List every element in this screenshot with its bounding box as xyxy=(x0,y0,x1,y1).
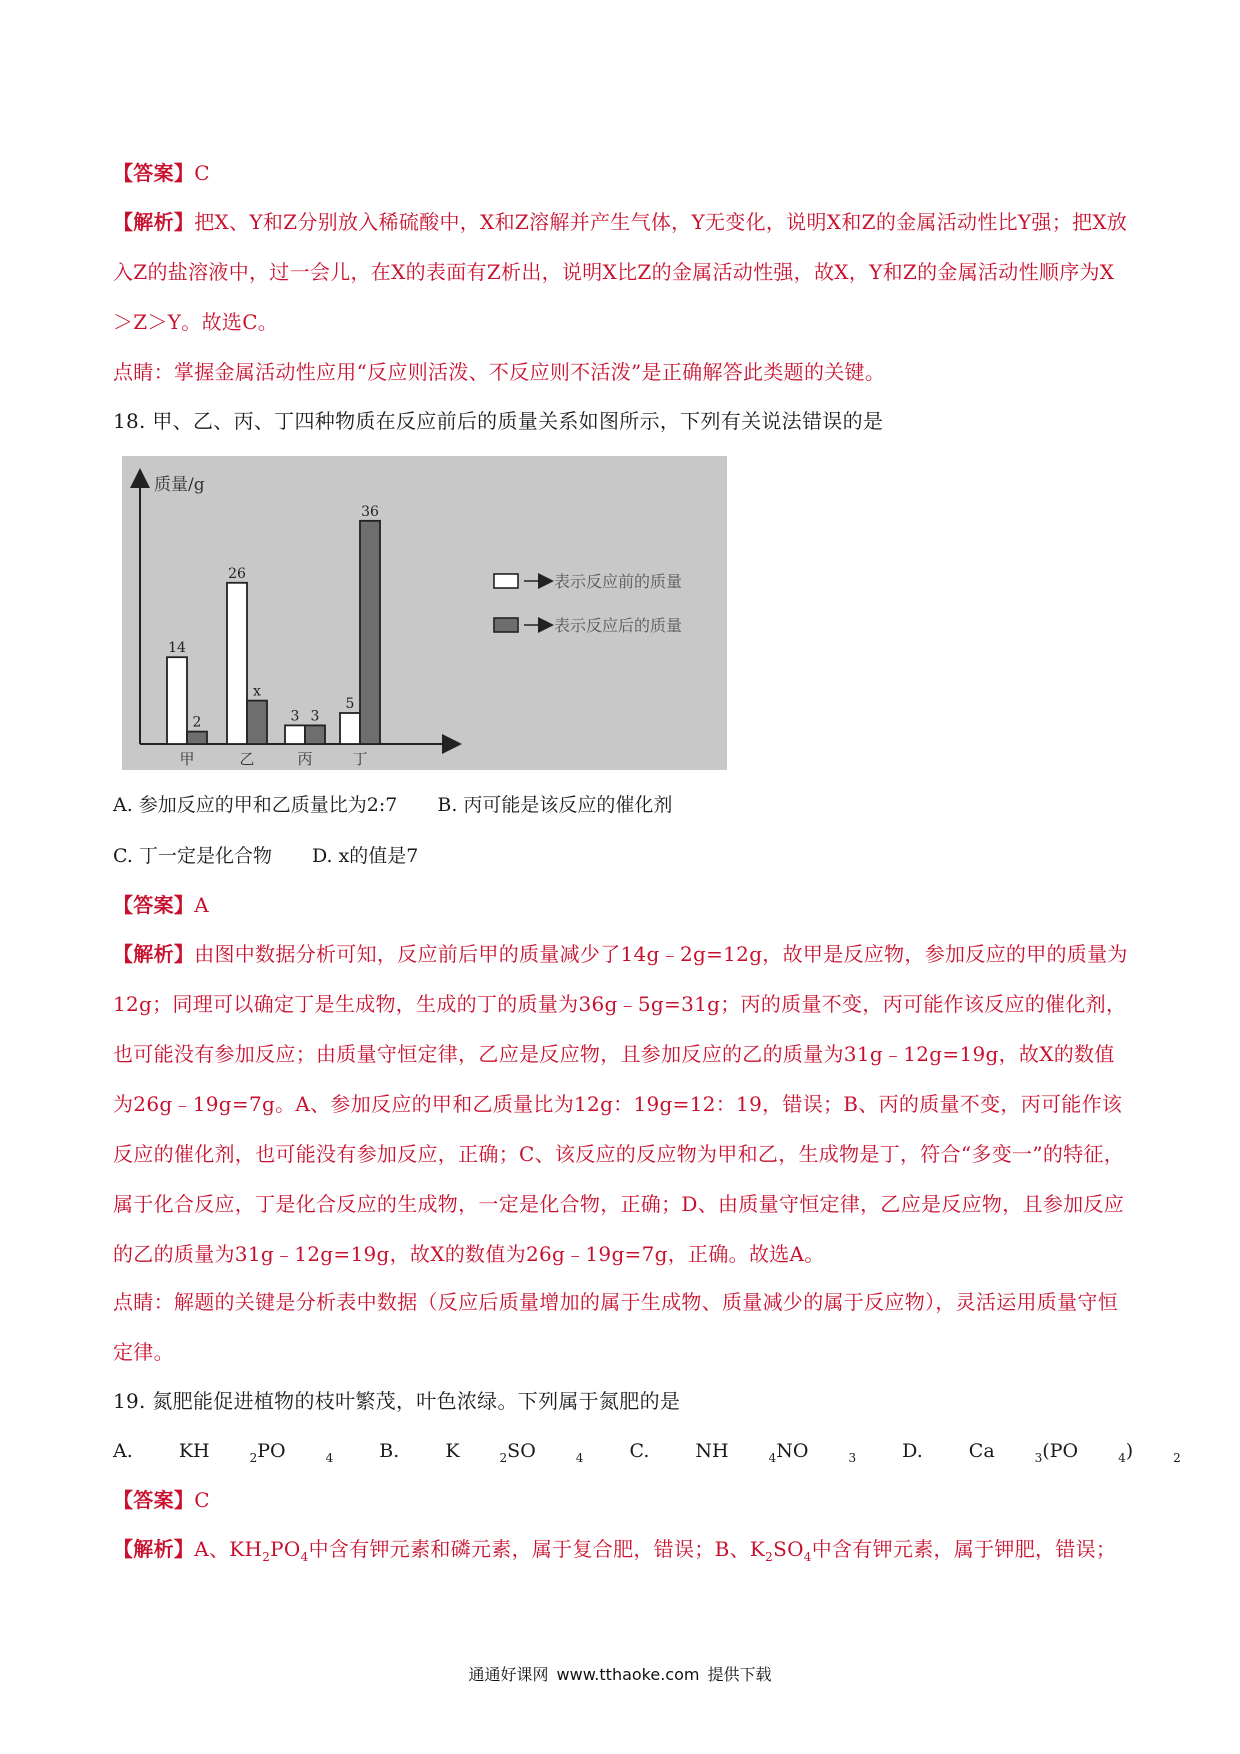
bars xyxy=(167,504,380,768)
q19-choice-b: B. K $_2$SO $_4$ xyxy=(379,1440,584,1465)
q19-answer-value: C xyxy=(194,1488,210,1512)
q17-answer-tag: 【答案】 xyxy=(113,161,195,185)
legend xyxy=(494,572,682,635)
bar-after-1 xyxy=(187,732,207,744)
q17-analysis-tag: 【解析】 xyxy=(113,210,195,234)
bar-after-4 xyxy=(360,521,380,744)
footer-note: 提供下载 xyxy=(707,1665,772,1684)
q19-choice-c: C. NH $_4$NO $_3$ xyxy=(629,1440,857,1465)
q19-answer-tag: 【答案】 xyxy=(113,1488,195,1512)
q17-answer xyxy=(113,148,1133,198)
q18-choice-a: A. 参加反应的甲和乙质量比为2:7 xyxy=(113,794,398,816)
category-label-1: 甲 xyxy=(179,750,195,768)
q19-analysis-tag: 【解析】 xyxy=(113,1537,195,1561)
bar-label-after-1: 2 xyxy=(192,714,202,731)
q18-answer-value: A xyxy=(194,893,209,917)
q17-tip: 点睛：掌握金属活动性应用“反应则活泼、不反应则不活泼”是正确解答此类题的关键。 xyxy=(113,360,886,384)
q18-choices-row2 xyxy=(113,841,458,871)
legend-swatch-1 xyxy=(494,574,518,588)
footer-url[interactable]: www.tthaoke.com xyxy=(556,1665,700,1684)
q18-answer-tag: 【答案】 xyxy=(113,893,195,917)
bar-after-3 xyxy=(305,725,325,744)
q19-answer xyxy=(113,1475,1133,1525)
q18-stem: 18. 甲、乙、丙、丁四种物质在反应前后的质量关系如图所示，下列有关说法错误的是 xyxy=(113,409,884,433)
q17-answer-value: C xyxy=(194,161,210,185)
q18-choice-b: B. 丙可能是该反应的催化剂 xyxy=(437,794,673,816)
q17-analysis-text: 把X、Y和Z分别放入稀硫酸中，X和Z溶解并产生气体，Y无变化，说明X和Z的金属活动性比Y强；把X放入Z的盐溶液中，过一会儿，在X的表面有Z析出，说明X比Z的金属活动性强，故X，Y和Z的金属活动性顺序为X＞Z＞Y。故选C。 xyxy=(113,210,1128,334)
category-label-3: 丙 xyxy=(297,750,313,768)
bar-before-4 xyxy=(340,713,360,744)
q18-chart xyxy=(122,456,727,770)
bar-label-before-2: 26 xyxy=(228,565,246,582)
bar-before-3 xyxy=(285,725,305,744)
legend-swatch-2 xyxy=(494,618,518,632)
q18-chart-svg xyxy=(122,456,727,770)
q18-analysis-text: 由图中数据分析可知，反应前后甲的质量减少了14g﹣2g=12g，故甲是反应物，参加反应的甲的质量为12g；同理可以确定丁是生成物，生成的丁的质量为36g﹣5g=31g；丙的质量不变，丙可能作该反应的催化剂，也可能没有参加反应；由质量守恒定律，乙应是反应物，且参加反应的乙的质量为31g﹣12g=19g，故X的数值为26g﹣19g=7g。A、参加反应的甲和乙质量比为12g：19g=12：19，错误；B、丙的质量不变，丙可能作该反应的催化剂，也可能没有参加反应，正确；C、该反应的反应物为甲和乙，生成物是丁，符合“多变一”的特征，属于化合反应，丁是化合反应的生成物，一定是化合物，正确；D、由质量守恒定律，乙应是反应物，且参加反应的乙的质量为31g﹣12g=19g，故X的数值为26g﹣19g=7g，正确。故选A。 xyxy=(113,942,1128,1266)
category-label-4: 丁 xyxy=(352,750,368,768)
legend-label-2: 表示反应后的质量 xyxy=(554,616,683,635)
bar-label-before-4: 5 xyxy=(345,696,355,712)
bar-before-1 xyxy=(167,657,187,744)
q18-analysis-tag: 【解析】 xyxy=(113,942,195,966)
footer-site: 通通好课网 xyxy=(468,1665,549,1684)
bar-after-2 xyxy=(247,701,267,744)
bar-label-before-1: 14 xyxy=(168,640,186,657)
q18-analysis xyxy=(113,929,1133,1279)
q18-answer xyxy=(113,880,1133,930)
legend-label-1: 表示反应前的质量 xyxy=(554,572,683,591)
y-axis-label: 质量/g xyxy=(154,475,205,495)
q18-tip: 点睛：解题的关键是分析表中数据（反应后质量增加的属于生成物、质量减少的属于反应物），灵活运用质量守恒定律。 xyxy=(113,1290,1118,1364)
bar-label-after-2: x xyxy=(253,683,261,700)
category-label-2: 乙 xyxy=(239,750,255,768)
q19-choice-d: D. Ca $_3$(PO $_4$) $_2$ xyxy=(902,1440,1181,1465)
q19-choice-a: A. KH $_2$PO $_4$ xyxy=(113,1440,334,1465)
footer xyxy=(0,1662,1240,1685)
bar-label-before-3: 3 xyxy=(290,708,300,725)
q19-analysis: 【解析】A、$KH_2PO_4$中含有钾元素和磷元素，属于复合肥，错误；B、$K_2SO_4$中含有钾元素，属于钾肥，错误； xyxy=(113,1537,1117,1564)
q19-choices xyxy=(113,1436,1221,1473)
q17-analysis xyxy=(113,197,1133,347)
bar-label-after-3: 3 xyxy=(310,708,320,725)
bar-before-2 xyxy=(227,583,247,744)
q18-choices-row1 xyxy=(113,790,712,820)
q18-choice-d: D. x的值是7 xyxy=(311,845,419,867)
q18-choice-c: C. 丁一定是化合物 xyxy=(113,845,272,867)
q19-stem: 19. 氮肥能促进植物的枝叶繁茂，叶色浓绿。下列属于氮肥的是 xyxy=(113,1389,681,1413)
bar-label-after-4: 36 xyxy=(361,503,379,520)
